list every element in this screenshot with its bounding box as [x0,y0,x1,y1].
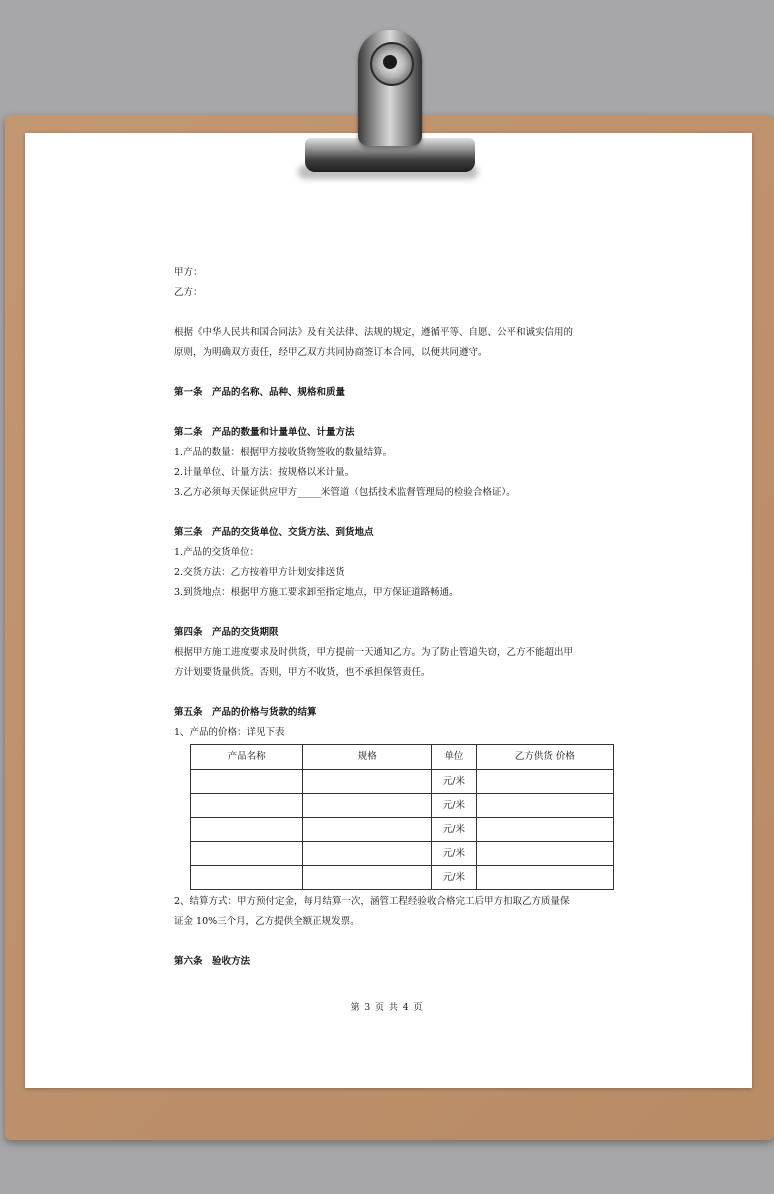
article-6-title: 第六条 验收方法 [174,956,251,967]
article-4-line-1: 根据甲方施工进度要求及时供货，甲方提前一天通知乙方。为了防止管道失窃，乙方不能超出甲 [174,647,574,658]
cell-unit: 元/米 [432,818,477,842]
cell-spec [303,866,432,890]
cell-spec [303,794,432,818]
article-5-settlement-line-2: 证金 10%三个月，乙方提供全额正规发票。 [174,916,360,927]
table-row [191,866,614,890]
article-3-line-1: 1.产品的交货单位： [174,547,260,558]
article-2-line-2: 2.计量单位、计量方法：按规格以米计量。 [174,467,355,478]
intro-line-2: 原则，为明确双方责任，经甲乙双方共同协商签订本合同，以便共同遵守。 [174,347,488,358]
cell-unit: 元/米 [432,794,477,818]
contract-text [174,263,614,972]
table-header-row [191,745,614,770]
article-4-line-2: 方计划要货量供货。否则，甲方不收货，也不承担保管责任。 [174,667,431,678]
party-b-label: 乙方： [174,287,203,298]
cell-price [476,866,613,890]
article-2-line-3: 3.乙方必须每天保证供应甲方_____米管道（包括技术监督管理局的检验合格证）。 [174,487,516,498]
article-5-settlement-line-1: 2、结算方式：甲方预付定金，每月结算一次，涵管工程经验收合格完工后甲方扣取乙方质量保 [174,896,570,907]
cell-unit: 元/米 [432,842,477,866]
clip-hole [383,55,397,69]
article-1-title: 第一条 产品的名称、品种、规格和质量 [174,387,346,398]
cell-spec [303,770,432,794]
article-5-title: 第五条 产品的价格与货款的结算 [174,707,317,718]
cell-product-name [191,794,303,818]
article-3-line-3: 3.到货地点：根据甲方施工要求卸至指定地点，甲方保证道路畅通。 [174,587,459,598]
article-5-price-line: 1、产品的价格：详见下表 [174,727,285,738]
cell-product-name [191,770,303,794]
header-product-name: 产品名称 [191,745,303,770]
intro-line-1: 根据《中华人民共和国合同法》及有关法律、法规的规定，遵循平等、自愿、公平和诚实信用的 [174,327,574,338]
price-table [190,744,614,890]
page-number: 第 3 页 共 4 页 [350,1003,424,1013]
header-spec: 规格 [303,745,432,770]
cell-price [476,770,613,794]
cell-spec [303,842,432,866]
cell-price [476,842,613,866]
table-row [191,794,614,818]
article-3-line-2: 2.交货方法：乙方按着甲方计划安排送货 [174,567,345,578]
party-a-label: 甲方： [174,267,203,278]
article-4-title: 第四条 产品的交货期限 [174,627,279,638]
cell-product-name [191,842,303,866]
table-row [191,818,614,842]
article-3-title: 第三条 产品的交货单位、交货方法、到货地点 [174,527,374,538]
table-row [191,842,614,866]
article-2-line-1: 1.产品的数量：根据甲方接收货物签收的数量结算。 [174,447,393,458]
header-price: 乙方供货 价格 [476,745,613,770]
cell-price [476,794,613,818]
cell-price [476,818,613,842]
article-2-title: 第二条 产品的数量和计量单位、计量方法 [174,427,355,438]
cell-spec [303,818,432,842]
header-unit: 单位 [432,745,477,770]
cell-product-name [191,818,303,842]
cell-unit: 元/米 [432,866,477,890]
cell-unit: 元/米 [432,770,477,794]
cell-product-name [191,866,303,890]
table-row [191,770,614,794]
